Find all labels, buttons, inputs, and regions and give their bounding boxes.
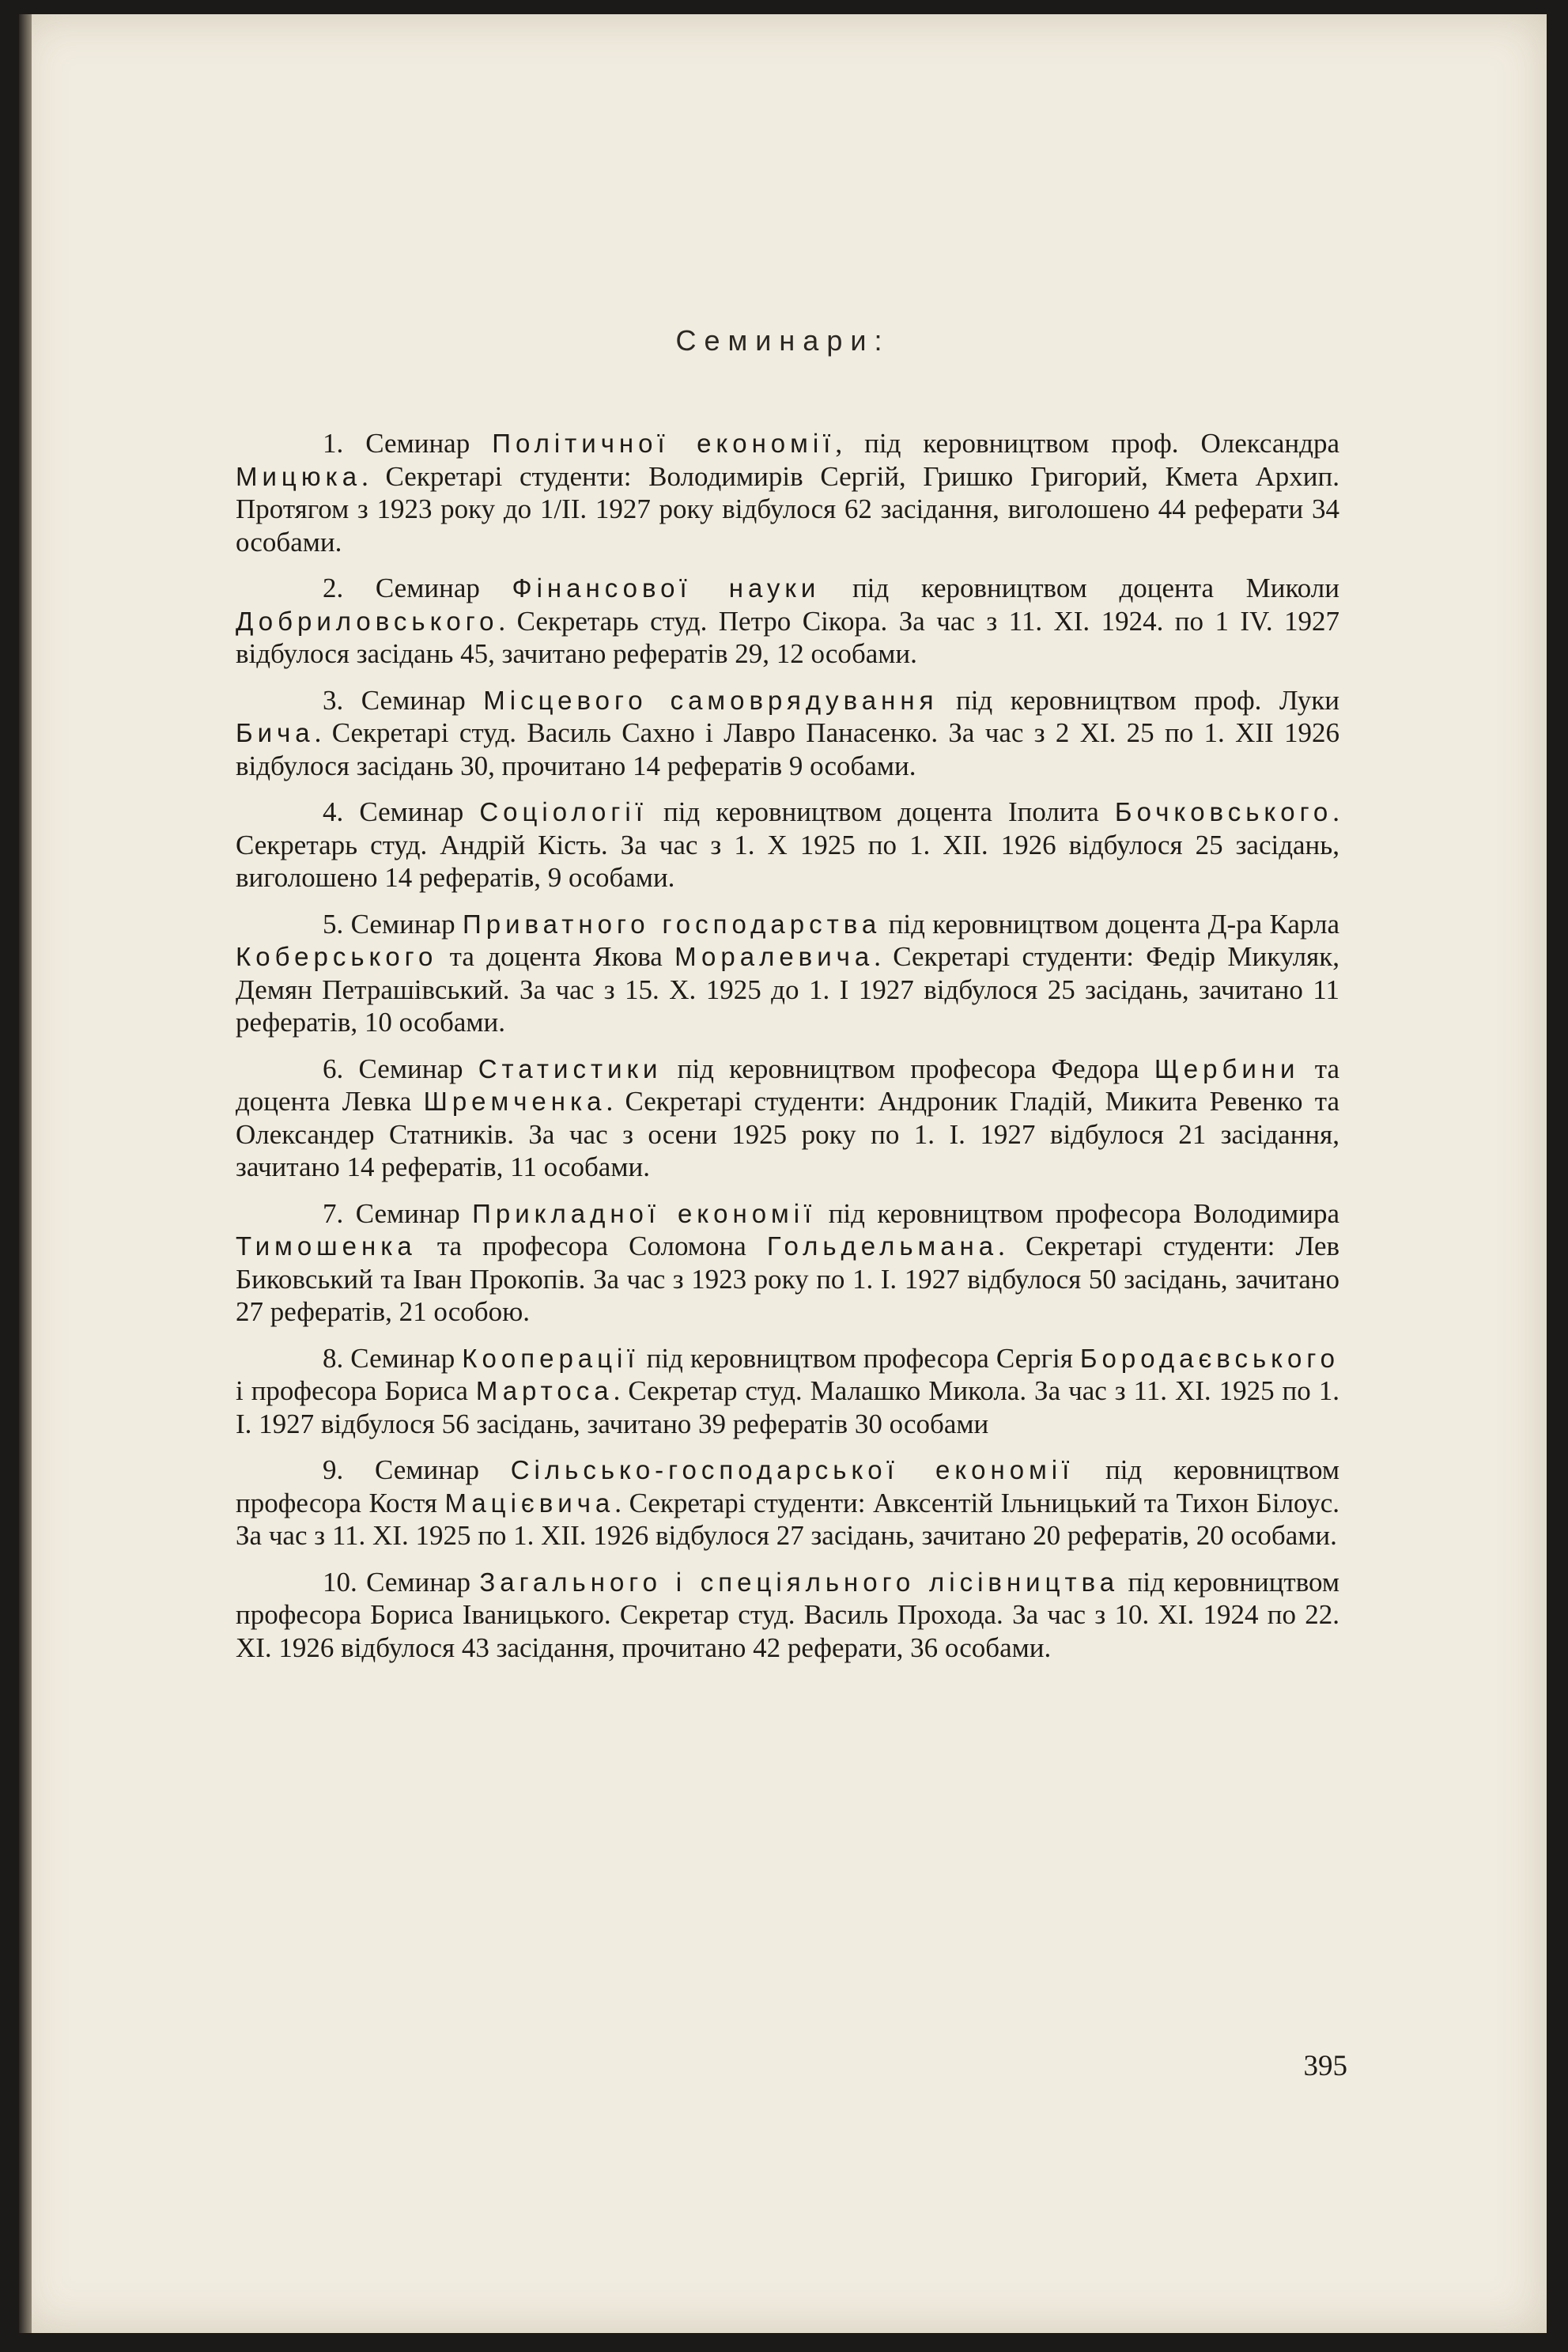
paragraph-3 (236, 684, 1339, 783)
text-run: 5. Семинар (323, 908, 463, 940)
book-page (19, 14, 1547, 2333)
spaced-name: Мацієвича (444, 1488, 615, 1518)
binding-edge (19, 14, 32, 2333)
text-run: під керовництвом професора Костя (236, 1454, 1339, 1518)
spaced-name: Бича (236, 718, 315, 747)
spaced-name: Бородаєвського (1079, 1343, 1339, 1373)
text-run: . Секретарі студенти: Андроник Гладій, Микита Ревенко та Олександер Статників. За час з осени 1925 року по 1. I. 1927 відбулося 21 засідання, зачитано 14 рефератів, 11 особами. (236, 1086, 1339, 1182)
text-run: 7. Семинар (323, 1197, 473, 1229)
seminar-subject: Сільсько-господарської економії (510, 1455, 1075, 1484)
spaced-name: Щербини (1154, 1053, 1300, 1083)
text-run: під керовництвом проф. Луки (938, 684, 1339, 716)
spaced-name: Гольдельмана (766, 1231, 999, 1261)
paragraph-1 (236, 427, 1339, 558)
text-run: 9. Семинар (323, 1454, 511, 1485)
text-run: 1. Семинар (323, 428, 493, 459)
text-run: під керовництвом доцента Іполита (647, 796, 1115, 827)
text-run: під керовництвом доцента Д-ра Карла (881, 908, 1339, 940)
text-run: та доцента Левка (236, 1053, 1339, 1117)
text-run: під керовництвом професора Федора (662, 1053, 1154, 1084)
seminar-subject: Кооперації (462, 1343, 640, 1373)
spaced-name: Бочковського (1114, 797, 1333, 826)
seminar-subject: Загального і спеціяльного лісівництва (479, 1567, 1120, 1597)
text-run: 8. Семинар (323, 1342, 463, 1374)
seminar-subject: Приватного господарства (463, 909, 882, 939)
paragraph-9 (236, 1454, 1339, 1552)
text-run: 4. Семинар (323, 796, 480, 827)
paragraph-8 (236, 1342, 1339, 1441)
text-run: . Секретар студ. Малашко Микола. За час з 11. XI. 1925 по 1. I. 1927 відбулося 56 засідань, зачитано 39 рефератів 30 особами (236, 1375, 1340, 1439)
text-body (236, 427, 1339, 1677)
paragraph-6 (236, 1053, 1339, 1184)
paragraph-5 (236, 908, 1339, 1039)
paragraph-7 (236, 1197, 1339, 1329)
text-run: та доцента Якова (437, 941, 675, 972)
text-run: . Секретарь студ. Андрій Кість. За час з 1. X 1925 по 1. XII. 1926 відбулося 25 засідань, виголошено 14 рефератів, 9 особами. (236, 796, 1339, 893)
text-run: під керовництвом професора Володимира (816, 1197, 1339, 1229)
text-run: під керовництвом доцента Миколи (820, 573, 1339, 603)
text-run: . Секретарі студенти: Авксентій Ільницький та Тихон Білоус. За час з 11. XI. 1925 по 1. XII. 1926 відбулося 27 засідань, зачитано 20 рефератів, 20 особами. (236, 1487, 1339, 1551)
spaced-name: Тимошенка (236, 1231, 417, 1261)
seminar-subject: Місцевого самоврядування (483, 685, 939, 715)
text-run: 2. Семинар (323, 573, 512, 603)
seminar-subject: Статистики (478, 1053, 663, 1083)
text-run: . Секретарі студенти: Лев Биковський та Іван Прокопів. За час з 1923 року по 1. I. 1927 відбулося 50 засідань, зачитано 27 рефератів, 21 особою. (236, 1231, 1339, 1327)
text-run: під керовництвом професора Сергія (639, 1342, 1080, 1374)
text-run: . Секретарі студенти: Володимирів Сергій, Гришко Григорий, Кмета Архип. Протягом з 1923 року до 1/II. 1927 року відбулося 62 засідання, виголошено 44 реферати 34 особами. (236, 460, 1339, 558)
paragraph-2 (236, 572, 1339, 671)
seminar-subject: Прикладної економії (472, 1198, 817, 1228)
spaced-name: Добриловського (236, 606, 499, 636)
text-run: . Секретарь студ. Петро Сікора. За час з 11. XI. 1924. по 1 IV. 1927 відбулося засідань 45, зачитано рефератів 29, 12 особами. (236, 605, 1339, 669)
paragraph-10 (236, 1566, 1339, 1665)
text-run: , під керовництвом проф. Олександра (835, 428, 1339, 459)
page-number: 395 (1303, 2050, 1347, 2082)
spaced-name: Мицюка (236, 461, 362, 491)
text-run: 3. Семинар (323, 684, 484, 716)
text-run: 10. Семинар (323, 1566, 480, 1598)
text-run: . Секретарі студенти: Федір Микуляк, Демян Петрашівський. За час з 15. X. 1925 до 1. I 1927 відбулося 25 засідань, зачитано 11 рефератів, 10 особами. (236, 941, 1339, 1038)
spaced-name: Мартоса (475, 1376, 614, 1405)
seminar-subject: Політичної економії (492, 429, 836, 458)
spaced-name: Моралевича (674, 942, 875, 971)
text-run: 6. Семинар (323, 1053, 478, 1084)
seminar-subject: Фінансової науки (512, 573, 821, 603)
text-run: і професора Бориса (236, 1375, 476, 1406)
text-run: під керовництвом професора Бориса Іваницького. Секретар студ. Василь Прохода. За час з 10. XI. 1924 по 22. XI. 1926 відбулося 43 засідання, прочитано 42 реферати, 36 особами. (236, 1566, 1339, 1663)
text-run: та професора Соломона (416, 1231, 767, 1261)
spaced-name: Коберського (236, 942, 438, 971)
section-heading: Семинари: (675, 324, 890, 357)
spaced-name: Шремченка (423, 1087, 606, 1116)
text-run: . Секретарі студ. Василь Сахно і Лавро Панасенко. За час з 2 XI. 25 по 1. XII 1926 відбулося засідань 30, прочитано 14 рефератів 9 особами. (236, 717, 1339, 781)
paragraph-4 (236, 796, 1339, 894)
seminar-subject: Соціології (479, 797, 648, 826)
